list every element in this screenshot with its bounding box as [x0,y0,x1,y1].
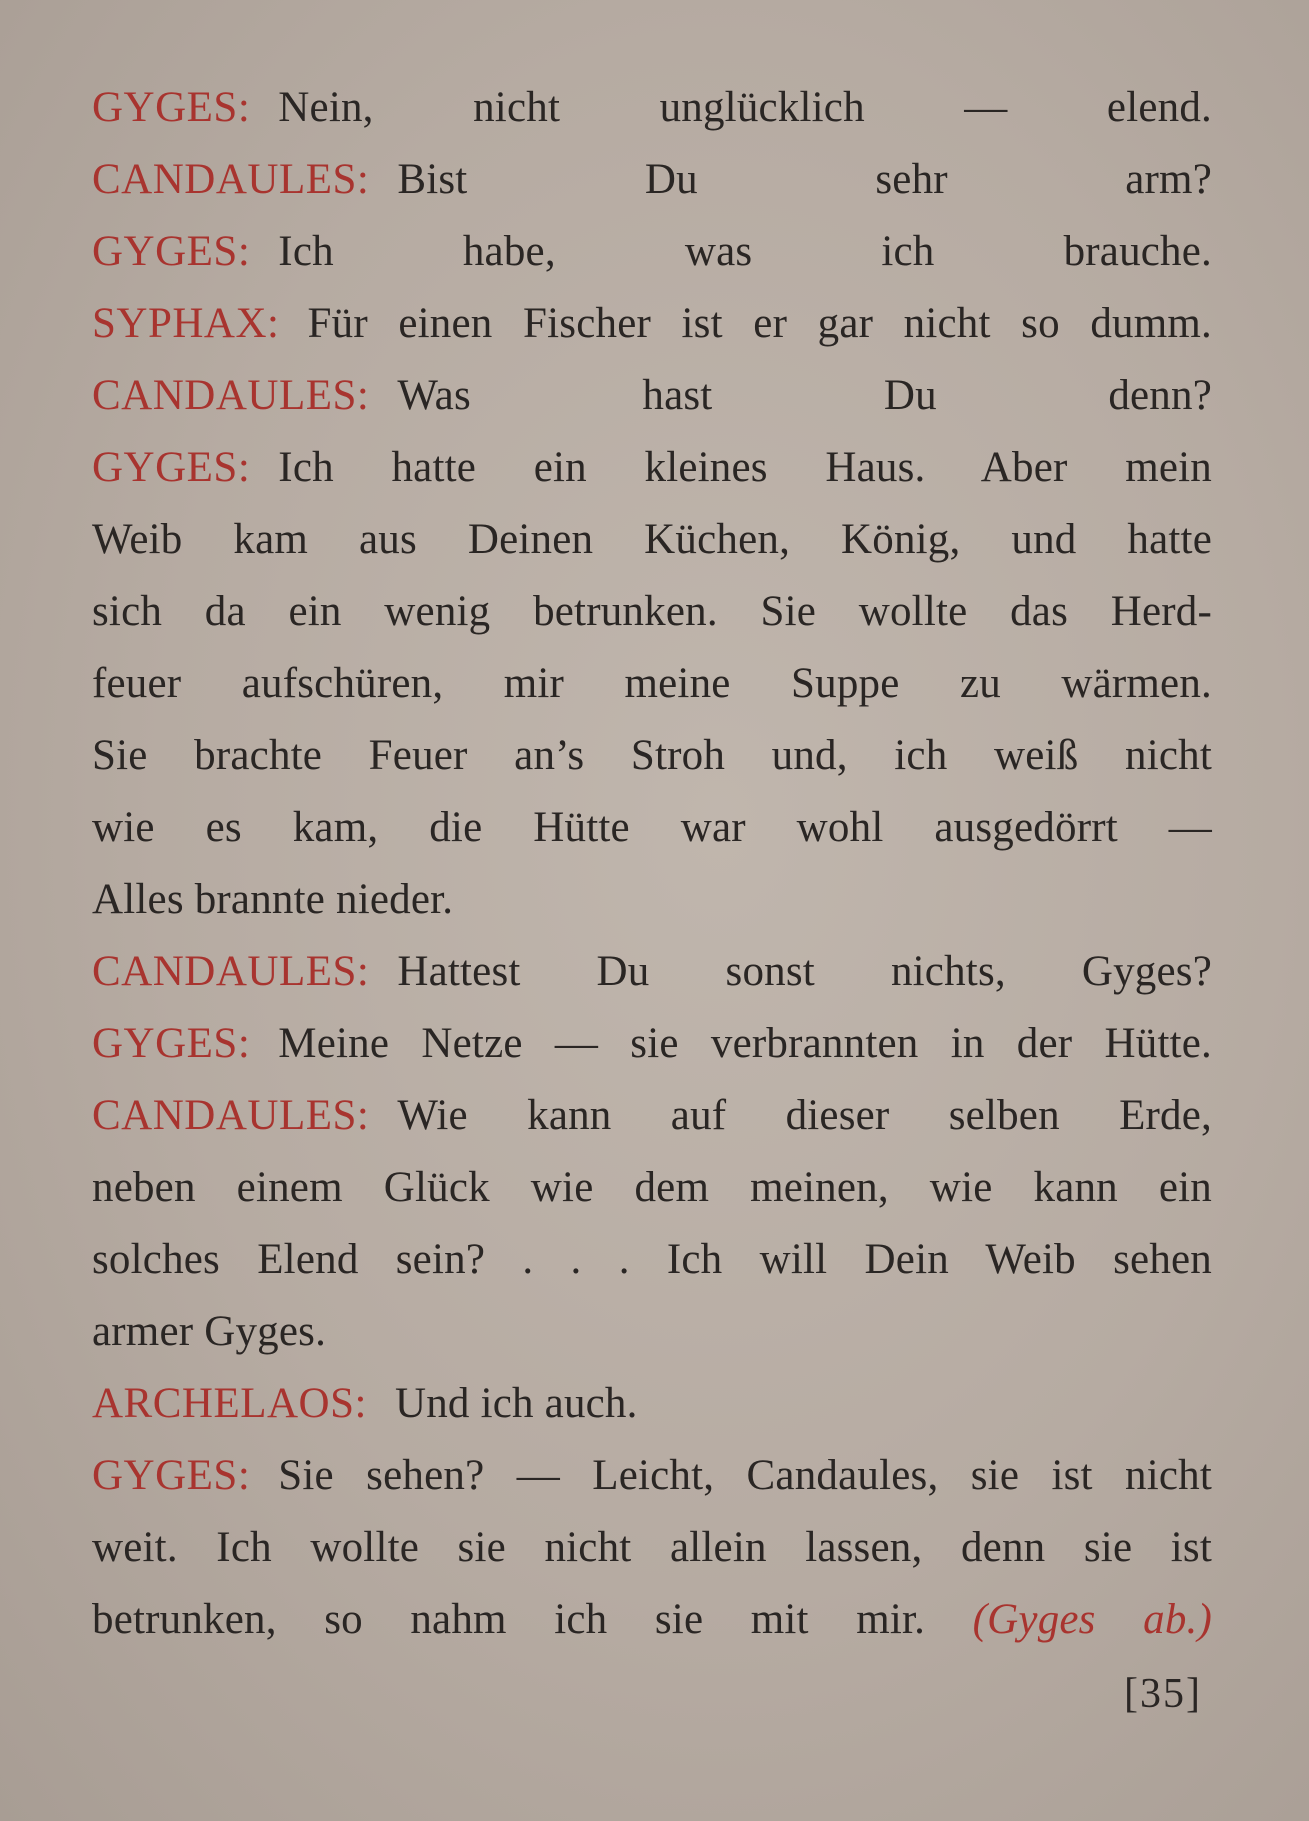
page-number: [35] [1124,1671,1202,1717]
spoken-text: Ich hatte ein kleines Haus. Aber mein [278,444,1212,491]
continuation-line [92,792,1212,864]
dialogue-line [92,288,1212,360]
spoken-text: armer Gyges. [92,1308,327,1355]
speaker-name: GYGES: [92,84,251,131]
speaker-name: GYGES: [92,1452,251,1499]
speaker-name: CANDAULES: [92,1092,370,1139]
spoken-text: betrunken, so nahm ich sie mit mir. [92,1596,926,1643]
spoken-text: feuer aufschüren, mir meine Suppe zu wärmen. [92,660,1212,707]
speaker-name: CANDAULES: [92,156,370,203]
dialogue-line [92,1008,1212,1080]
continuation-line [92,1152,1212,1224]
continuation-line [92,864,1212,936]
continuation-line [92,504,1212,576]
dialogue-line [92,360,1212,432]
spoken-text: Meine Netze — sie verbrannten in der Hütte. [278,1020,1212,1067]
continuation-line [92,1584,1212,1656]
continuation-line [92,1296,1212,1368]
spoken-text: Was hast Du denn? [397,372,1212,419]
stage-direction: (Gyges ab.) [972,1596,1213,1643]
spoken-text: Hattest Du sonst nichts, Gyges? [397,948,1212,995]
spoken-text: Nein, nicht unglücklich — elend. [278,84,1212,131]
dialogue-line [92,1440,1212,1512]
spoken-text: wie es kam, die Hütte war wohl ausgedörrt — [92,804,1212,851]
spoken-text: Für einen Fischer ist er gar nicht so dumm. [307,300,1212,347]
dialogue-line [92,1080,1212,1152]
speaker-name: GYGES: [92,1020,251,1067]
dialogue-line [92,216,1212,288]
spoken-text: weit. Ich wollte sie nicht allein lassen, denn sie ist [92,1524,1212,1571]
speaker-name: CANDAULES: [92,948,370,995]
spoken-text: sich da ein wenig betrunken. Sie wollte das Herd- [92,588,1212,635]
spoken-text: Sie sehen? — Leicht, Candaules, sie ist nicht [278,1452,1212,1499]
spoken-text: Wie kann auf dieser selben Erde, [397,1092,1212,1139]
speaker-name: CANDAULES: [92,372,370,419]
speaker-name: GYGES: [92,228,251,275]
continuation-line [92,1512,1212,1584]
dialogue-line [92,936,1212,1008]
spoken-text: neben einem Glück wie dem meinen, wie kann ein [92,1164,1212,1211]
dialogue-line [92,1368,1212,1440]
continuation-line [92,720,1212,792]
spoken-text: Bist Du sehr arm? [397,156,1212,203]
speaker-name: ARCHELAOS: [92,1380,367,1427]
speaker-name: GYGES: [92,444,251,491]
dialogue-line [92,144,1212,216]
continuation-line [92,1224,1212,1296]
spoken-text: Weib kam aus Deinen Küchen, König, und hatte [92,516,1212,563]
spoken-text: Alles brannte nieder. [92,876,454,923]
dialogue-line [92,432,1212,504]
spoken-text: Ich habe, was ich brauche. [278,228,1212,275]
spoken-text: Sie brachte Feuer an’s Stroh und, ich weiß nicht [92,732,1212,779]
spoken-text: Und ich auch. [394,1380,638,1427]
speaker-name: SYPHAX: [92,300,280,347]
spoken-text: solches Elend sein? . . . Ich will Dein Weib sehen [92,1236,1212,1283]
continuation-line [92,576,1212,648]
dialogue-line [92,72,1212,144]
dialogue-text [92,72,1212,1656]
continuation-line [92,648,1212,720]
